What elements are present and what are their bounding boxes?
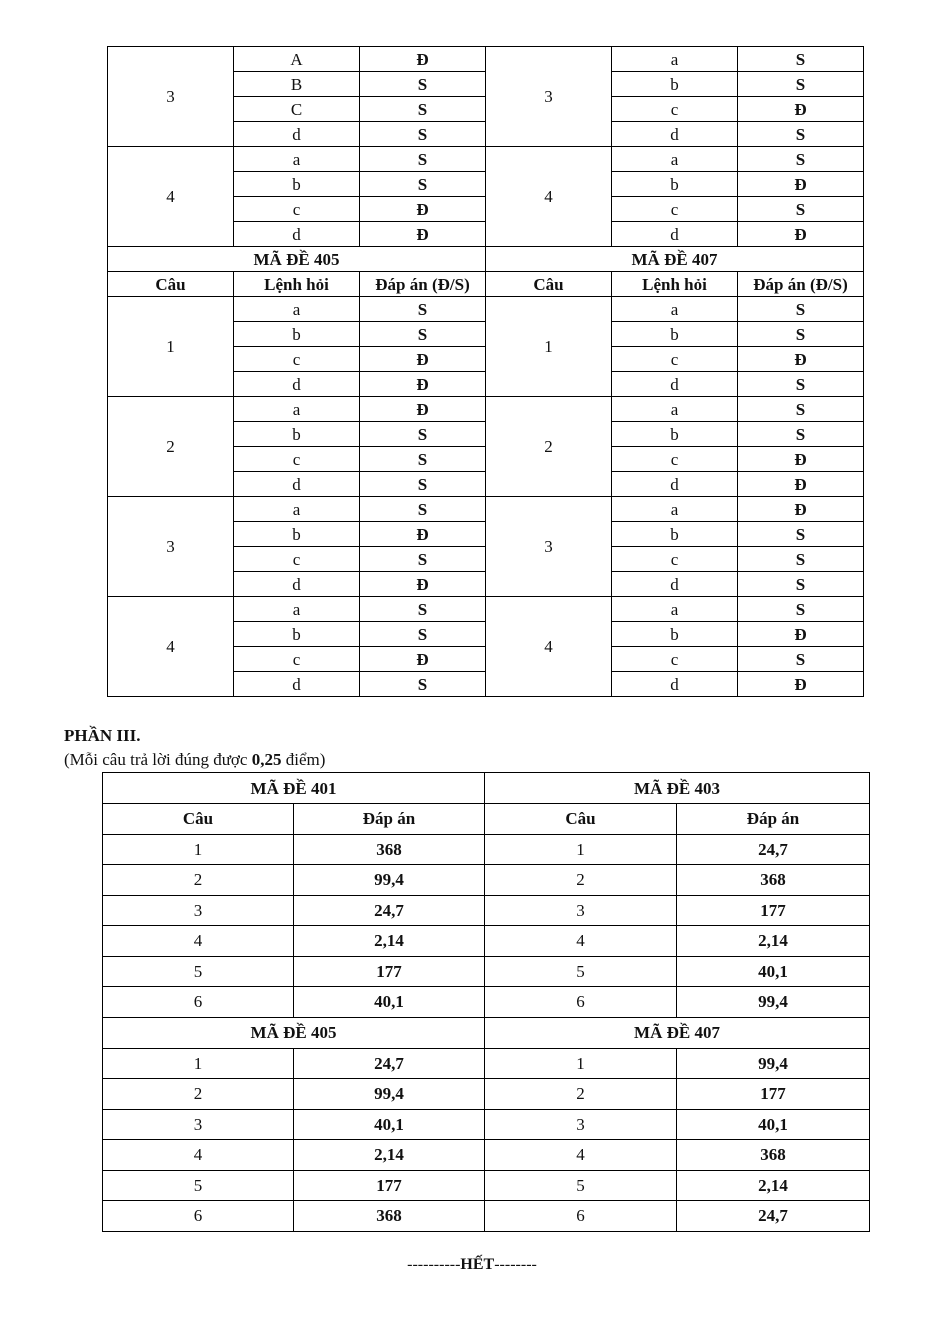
statement-label-cell: b — [612, 72, 738, 97]
statement-label-cell: c — [612, 347, 738, 372]
statement-label-cell: C — [234, 97, 360, 122]
end-dashes-left: ---------- — [407, 1256, 461, 1273]
question-number-cell: 1 — [108, 297, 234, 397]
table-row — [103, 1201, 870, 1232]
header-question: Câu — [103, 804, 294, 835]
table-row — [103, 1079, 870, 1110]
true-false-answer-cell: S — [360, 672, 486, 697]
table-row — [103, 956, 870, 987]
answer-cell: 99,4 — [294, 1079, 485, 1110]
statement-label-cell: a — [612, 147, 738, 172]
statement-label-cell: b — [234, 172, 360, 197]
statement-label-cell: c — [234, 347, 360, 372]
table-row — [103, 895, 870, 926]
statement-label-cell: d — [612, 472, 738, 497]
true-false-answer-cell: S — [360, 622, 486, 647]
exam-code-405: MÃ ĐỀ 405 — [108, 247, 486, 272]
exam-code-right: MÃ ĐỀ 407 — [485, 1017, 870, 1048]
true-false-answer-cell: Đ — [360, 347, 486, 372]
statement-label-cell: A — [234, 47, 360, 72]
true-false-answer-cell: S — [738, 47, 864, 72]
statement-label-cell: b — [612, 522, 738, 547]
statement-label-cell: a — [612, 497, 738, 522]
true-false-answer-cell: Đ — [738, 347, 864, 372]
table-row — [108, 147, 864, 172]
true-false-answer-cell: Đ — [738, 672, 864, 697]
table-row — [108, 597, 864, 622]
answer-cell: 40,1 — [677, 956, 870, 987]
answer-cell: 177 — [677, 1079, 870, 1110]
question-number-cell: 3 — [486, 47, 612, 147]
question-number-cell: 4 — [108, 597, 234, 697]
true-false-answer-cell: S — [738, 322, 864, 347]
statement-label-cell: a — [612, 297, 738, 322]
answer-cell: 368 — [294, 1201, 485, 1232]
statement-label-cell: a — [612, 597, 738, 622]
question-number-cell: 2 — [103, 865, 294, 896]
header-answer: Đáp án — [294, 804, 485, 835]
end-marker — [0, 1256, 944, 1274]
statement-label-cell: b — [234, 622, 360, 647]
true-false-answer-cell: S — [738, 647, 864, 672]
statement-label-cell: a — [234, 147, 360, 172]
true-false-answer-cell: Đ — [738, 97, 864, 122]
exam-code-right: MÃ ĐỀ 403 — [485, 773, 870, 804]
statement-label-cell: b — [234, 322, 360, 347]
true-false-answer-cell: S — [360, 447, 486, 472]
question-number-cell: 3 — [485, 895, 677, 926]
answer-cell: 99,4 — [294, 865, 485, 896]
statement-label-cell: b — [612, 172, 738, 197]
question-number-cell: 3 — [486, 497, 612, 597]
note-points: 0,25 — [251, 750, 282, 769]
answer-cell: 40,1 — [294, 987, 485, 1018]
question-number-cell: 1 — [103, 834, 294, 865]
statement-label-cell: a — [234, 397, 360, 422]
table-row — [103, 834, 870, 865]
true-false-answer-cell: S — [738, 147, 864, 172]
statement-label-cell: a — [612, 47, 738, 72]
statement-label-cell: a — [234, 297, 360, 322]
end-dashes-right: -------- — [494, 1256, 537, 1273]
question-number-cell: 1 — [485, 1048, 677, 1079]
exam-code-left: MÃ ĐỀ 401 — [103, 773, 485, 804]
header-statement: Lệnh hỏi — [612, 272, 738, 297]
answer-cell: 24,7 — [677, 834, 870, 865]
note-prefix: (Mỗi câu trả lời đúng được — [64, 750, 252, 769]
true-false-answer-cell: S — [360, 597, 486, 622]
question-number-cell: 6 — [103, 987, 294, 1018]
header-question: Câu — [108, 272, 234, 297]
true-false-answer-cell: S — [738, 522, 864, 547]
statement-label-cell: a — [234, 597, 360, 622]
answer-cell: 99,4 — [677, 987, 870, 1018]
true-false-answer-cell: Đ — [738, 622, 864, 647]
question-number-cell: 6 — [103, 1201, 294, 1232]
question-number-cell: 3 — [103, 895, 294, 926]
answer-cell: 177 — [294, 956, 485, 987]
header-row — [108, 272, 864, 297]
question-number-cell: 2 — [485, 1079, 677, 1110]
header-question: Câu — [485, 804, 677, 835]
answer-cell: 2,14 — [294, 1140, 485, 1171]
true-false-answer-cell: S — [360, 472, 486, 497]
true-false-answer-cell: Đ — [360, 372, 486, 397]
part3-scoring-note — [64, 750, 325, 770]
header-row — [103, 804, 870, 835]
statement-label-cell: d — [612, 572, 738, 597]
statement-label-cell: c — [234, 647, 360, 672]
answer-cell: 40,1 — [677, 1109, 870, 1140]
true-false-answer-cell: Đ — [738, 497, 864, 522]
true-false-answer-cell: Đ — [738, 472, 864, 497]
answer-cell: 368 — [677, 1140, 870, 1171]
statement-label-cell: c — [234, 197, 360, 222]
table-row — [108, 497, 864, 522]
answer-cell: 2,14 — [677, 1170, 870, 1201]
statement-label-cell: d — [612, 372, 738, 397]
end-word: HẾT — [460, 1256, 495, 1273]
question-number-cell: 4 — [103, 926, 294, 957]
statement-label-cell: d — [234, 372, 360, 397]
true-false-answer-cell: Đ — [360, 397, 486, 422]
answer-cell: 368 — [677, 865, 870, 896]
statement-label-cell: d — [234, 672, 360, 697]
question-number-cell: 4 — [485, 926, 677, 957]
question-number-cell: 1 — [486, 297, 612, 397]
question-number-cell: 5 — [103, 956, 294, 987]
true-false-answer-cell: S — [360, 297, 486, 322]
statement-label-cell: c — [612, 647, 738, 672]
true-false-answer-cell: S — [738, 397, 864, 422]
true-false-answer-cell: Đ — [360, 47, 486, 72]
true-false-answer-cell: Đ — [360, 522, 486, 547]
table-row — [103, 1048, 870, 1079]
statement-label-cell: b — [234, 522, 360, 547]
question-number-cell: 4 — [486, 147, 612, 247]
question-number-cell: 3 — [108, 47, 234, 147]
true-false-answer-cell: S — [360, 172, 486, 197]
statement-label-cell: a — [612, 397, 738, 422]
question-number-cell: 6 — [485, 987, 677, 1018]
answer-cell: 2,14 — [294, 926, 485, 957]
statement-label-cell: B — [234, 72, 360, 97]
question-number-cell: 1 — [485, 834, 677, 865]
true-false-answer-cell: Đ — [360, 222, 486, 247]
table-row — [103, 865, 870, 896]
question-number-cell: 2 — [108, 397, 234, 497]
statement-label-cell: d — [612, 672, 738, 697]
question-number-cell: 4 — [108, 147, 234, 247]
table-row — [103, 1170, 870, 1201]
header-answer: Đáp án (Đ/S) — [738, 272, 864, 297]
statement-label-cell: b — [612, 622, 738, 647]
true-false-answer-cell: S — [360, 72, 486, 97]
true-false-answer-cell: Đ — [360, 572, 486, 597]
header-statement: Lệnh hỏi — [234, 272, 360, 297]
statement-label-cell: a — [234, 497, 360, 522]
statement-label-cell: d — [234, 472, 360, 497]
statement-label-cell: c — [234, 547, 360, 572]
statement-label-cell: b — [234, 422, 360, 447]
statement-label-cell: c — [612, 97, 738, 122]
true-false-answer-cell: S — [738, 372, 864, 397]
question-number-cell: 4 — [486, 597, 612, 697]
header-question: Câu — [486, 272, 612, 297]
true-false-answer-cell: S — [738, 297, 864, 322]
statement-label-cell: d — [234, 122, 360, 147]
exam-code-407: MÃ ĐỀ 407 — [486, 247, 864, 272]
true-false-answer-cell: Đ — [360, 647, 486, 672]
answer-cell: 24,7 — [294, 1048, 485, 1079]
table-row — [108, 297, 864, 322]
answer-cell: 40,1 — [294, 1109, 485, 1140]
header-answer: Đáp án — [677, 804, 870, 835]
answer-cell: 177 — [677, 895, 870, 926]
part2-answer-table — [107, 46, 864, 697]
answer-cell: 368 — [294, 834, 485, 865]
table-row — [103, 987, 870, 1018]
exam-code-row — [103, 773, 870, 804]
true-false-answer-cell: Đ — [360, 197, 486, 222]
true-false-answer-cell: S — [738, 197, 864, 222]
answer-cell: 24,7 — [677, 1201, 870, 1232]
statement-label-cell: c — [612, 197, 738, 222]
table-row — [108, 397, 864, 422]
true-false-answer-cell: S — [360, 97, 486, 122]
question-number-cell: 2 — [486, 397, 612, 497]
note-suffix: điểm) — [281, 750, 326, 769]
statement-label-cell: d — [234, 572, 360, 597]
answer-cell: 99,4 — [677, 1048, 870, 1079]
question-number-cell: 6 — [485, 1201, 677, 1232]
question-number-cell: 3 — [108, 497, 234, 597]
exam-code-row — [108, 247, 864, 272]
true-false-answer-cell: S — [360, 547, 486, 572]
question-number-cell: 3 — [485, 1109, 677, 1140]
question-number-cell: 5 — [485, 1170, 677, 1201]
statement-label-cell: c — [234, 447, 360, 472]
table-row — [103, 1140, 870, 1171]
question-number-cell: 1 — [103, 1048, 294, 1079]
true-false-answer-cell: S — [738, 72, 864, 97]
true-false-answer-cell: S — [360, 322, 486, 347]
true-false-answer-cell: S — [738, 547, 864, 572]
question-number-cell: 2 — [103, 1079, 294, 1110]
statement-label-cell: d — [234, 222, 360, 247]
question-number-cell: 4 — [103, 1140, 294, 1171]
true-false-answer-cell: S — [738, 122, 864, 147]
statement-label-cell: c — [612, 547, 738, 572]
question-number-cell: 3 — [103, 1109, 294, 1140]
true-false-answer-cell: S — [360, 497, 486, 522]
header-answer: Đáp án (Đ/S) — [360, 272, 486, 297]
statement-label-cell: d — [612, 222, 738, 247]
answer-cell: 2,14 — [677, 926, 870, 957]
table-row — [103, 1109, 870, 1140]
true-false-answer-cell: S — [738, 597, 864, 622]
statement-label-cell: c — [612, 447, 738, 472]
answer-cell: 177 — [294, 1170, 485, 1201]
question-number-cell: 5 — [103, 1170, 294, 1201]
true-false-answer-cell: S — [360, 122, 486, 147]
true-false-answer-cell: Đ — [738, 222, 864, 247]
part3-title: PHẦN III. — [64, 726, 141, 745]
true-false-answer-cell: S — [738, 422, 864, 447]
true-false-answer-cell: S — [738, 572, 864, 597]
table-row — [103, 926, 870, 957]
statement-label-cell: b — [612, 422, 738, 447]
true-false-answer-cell: Đ — [738, 172, 864, 197]
question-number-cell: 5 — [485, 956, 677, 987]
question-number-cell: 2 — [485, 865, 677, 896]
table-row — [108, 47, 864, 72]
true-false-answer-cell: S — [360, 147, 486, 172]
statement-label-cell: d — [612, 122, 738, 147]
answer-cell: 24,7 — [294, 895, 485, 926]
true-false-answer-cell: Đ — [738, 447, 864, 472]
part3-answer-table — [102, 772, 870, 1232]
true-false-answer-cell: S — [360, 422, 486, 447]
question-number-cell: 4 — [485, 1140, 677, 1171]
exam-code-left: MÃ ĐỀ 405 — [103, 1017, 485, 1048]
statement-label-cell: b — [612, 322, 738, 347]
exam-code-row — [103, 1017, 870, 1048]
